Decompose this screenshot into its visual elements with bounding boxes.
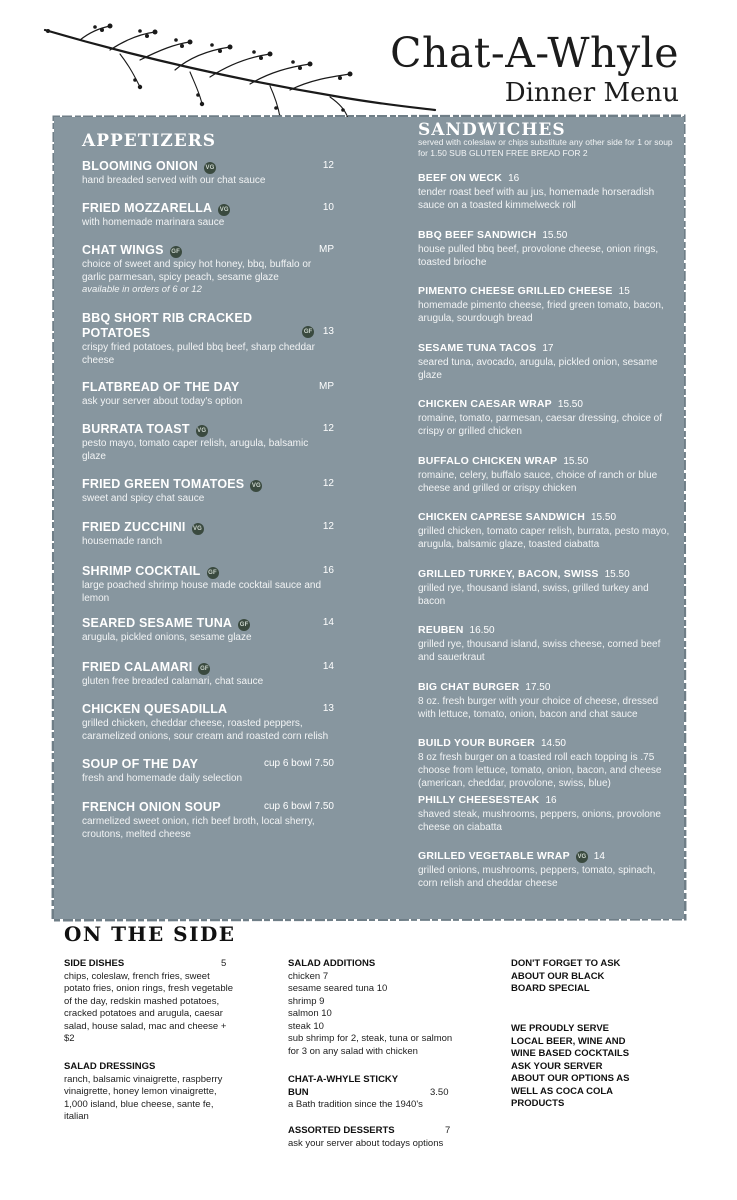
sandwich-item (418, 621, 674, 664)
sandwich-item (418, 226, 674, 269)
appetizer-item (82, 477, 334, 505)
item-description: tender roast beef with au jus, homemade horseradish sauce on a toasted kimmelweck roll (418, 187, 655, 211)
item-name: PHILLY CHEESESTEAK (418, 793, 540, 806)
item-description: hand breaded served with our chat sauce (82, 175, 266, 186)
item-note: available in orders of 6 or 12 (82, 284, 202, 295)
side-dishes-section (64, 958, 234, 1046)
vegetarian-badge: VG (192, 523, 204, 535)
gluten-free-badge: GF (238, 619, 250, 631)
item-name: GRILLED TURKEY, BACON, SWISS (418, 567, 599, 580)
sandwich-item (418, 395, 674, 438)
sandwich-item (418, 169, 674, 212)
desserts-text: ask your server about todays options (288, 1137, 444, 1149)
item-name: BBQ SHORT RIB CRACKED POTATOES (82, 311, 253, 340)
sticky-bun-text: a Bath tradition since the 1940's (288, 1099, 423, 1110)
appetizer-item (82, 243, 334, 296)
item-price: 15.50 (604, 568, 630, 580)
salad-additions-line: sesame seared tuna 10 (288, 983, 388, 994)
sandwich-item (418, 734, 674, 790)
item-description: grilled onions, mushrooms, peppers, tomato, spinach, corn relish and cheddar cheese (418, 865, 656, 889)
appetizers-heading: APPETIZERS (82, 131, 217, 151)
gluten-free-badge: GF (198, 663, 210, 675)
item-name: FRIED ZUCCHINI (82, 520, 186, 534)
desserts-price: 7 (445, 1125, 451, 1136)
item-name: FLATBREAD OF THE DAY (82, 380, 240, 394)
item-name: BURRATA TOAST (82, 422, 190, 436)
side-dishes-text: chips, coleslaw, french fries, sweet potato fries, onion rings, fresh vegetable of the day, redskin mashed potatoes, cracked potatoes and arugula, caesar salad, house salad, mac and cheese + $2 (64, 970, 233, 1044)
item-price: 13 (322, 326, 334, 337)
item-name: PIMENTO CHEESE GRILLED CHEESE (418, 285, 613, 297)
sandwich-item (418, 282, 674, 325)
item-name: GRILLED VEGETABLE WRAP (418, 850, 570, 862)
vegetarian-badge: VG (250, 480, 262, 492)
item-description: seared tuna, avocado, arugula, pickled onion, sesame glaze (418, 356, 658, 381)
item-price: 14.50 (540, 738, 566, 749)
item-description: romaine, celery, buffalo sauce, choice of ranch or blue cheese and grilled or crispy chicken (418, 469, 658, 494)
sandwich-item (418, 678, 674, 721)
salad-dressings-title: SALAD DRESSINGS (64, 1061, 156, 1072)
side-dishes-price: 5 (221, 958, 227, 969)
item-description: pesto mayo, tomato caper relish, arugula, balsamic glaze (82, 438, 309, 462)
item-price: 12 (322, 160, 334, 171)
sandwiches-subheading: served with coleslaw or chips substitute any other side for 1 or soup for 1.50 SUB GLUTEN FREE BREAD FOR 2 (418, 137, 673, 158)
item-name: SHRIMP COCKTAIL (82, 564, 201, 578)
item-name: FRIED CALAMARI (82, 660, 193, 674)
gluten-free-badge: GF (170, 246, 182, 258)
vegetarian-badge: VG (218, 204, 230, 216)
salad-additions-line: shrimp 9 (288, 995, 325, 1007)
item-description: 8 oz. fresh burger with your choice of cheese, dressed with lettuce, tomato, onion, bacon and chat sauce (418, 695, 659, 720)
item-description: choice of sweet and spicy hot honey, bbq, buffalo or garlic parmesan, spicy peach, sesame glaze (82, 259, 312, 283)
vegetarian-badge: VG (576, 851, 588, 863)
sandwich-item (418, 452, 674, 495)
on-the-side-heading: ON THE SIDE (64, 922, 236, 946)
restaurant-name: Chat-A-Whyle (390, 29, 679, 77)
gluten-free-badge: GF (302, 326, 314, 338)
item-name: CHAT WINGS (82, 243, 164, 257)
item-description: large poached shrimp house made cocktail sauce and lemon (82, 580, 322, 604)
item-description: arugula, pickled onions, sesame glaze (82, 632, 252, 643)
item-name: BLOOMING ONION (82, 159, 198, 173)
item-description: carmelized sweet onion, rich beef broth, local sherry, croutons, melted cheese (82, 816, 315, 840)
appetizer-item (82, 380, 334, 408)
item-price: 14 (593, 851, 605, 862)
side-dishes-title: SIDE DISHES (64, 958, 125, 969)
item-name: BUFFALO CHICKEN WRAP (418, 454, 558, 467)
item-price: 13 (322, 703, 334, 714)
item-price: 16 (508, 173, 520, 184)
item-price: 15.50 (542, 229, 568, 241)
item-description: homemade pimento cheese, fried green tomato, bacon, arugula, sourdough bread (418, 300, 664, 324)
item-description: 8 oz fresh burger on a toasted roll each topping is .75 choose from lettuce, tomato, onion, bacon, and cheese (american, cheddar, provolone, swiss, blue) (418, 752, 662, 789)
item-price: 12 (322, 521, 334, 532)
sandwich-item (418, 508, 674, 551)
salad-dressings-text: ranch, balsamic vinaigrette, raspberry vinaigrette, honey lemon vinaigrette, 1,000 island, blue cheese, sante fe, italian (64, 1073, 223, 1122)
item-price: MP (319, 381, 334, 392)
menu-panel (54, 117, 684, 919)
appetizer-item (82, 201, 334, 229)
salad-additions-line: steak 10 (288, 1020, 324, 1032)
item-description: grilled chicken, cheddar cheese, roasted peppers, caramelized onions, sour cream and roasted corn relish (82, 718, 329, 742)
appetizer-item (82, 311, 334, 367)
item-price: 10 (322, 202, 334, 213)
item-price: 12 (322, 423, 334, 434)
sandwich-item (418, 339, 674, 382)
item-description: shaved steak, mushrooms, peppers, onions, provolone cheese on ciabatta (418, 808, 661, 833)
appetizer-item (82, 564, 334, 605)
item-name: SOUP OF THE DAY (82, 757, 199, 771)
item-name: SEARED SESAME TUNA (82, 616, 233, 630)
item-name: SESAME TUNA TACOS (418, 341, 537, 354)
item-description: grilled rye, thousand island, swiss, grilled turkey and bacon (418, 582, 649, 607)
item-name: BUILD YOUR BURGER (418, 737, 535, 749)
item-description: ask your server about today's option (82, 396, 243, 407)
item-name: FRENCH ONION SOUP (82, 800, 221, 814)
item-description: sweet and spicy chat sauce (82, 493, 205, 504)
item-price: 17.50 (525, 681, 551, 693)
item-description: grilled chicken, tomato caper relish, burrata, pesto mayo, arugula, balsamic glaze, toasted ciabatta (418, 526, 670, 550)
item-name: BEEF ON WECK (418, 172, 503, 184)
item-price: 16 (545, 794, 557, 806)
salad-additions-line: chicken 7 (288, 970, 329, 982)
sandwiches-heading: SANDWICHES (418, 120, 566, 140)
item-name: BIG CHAT BURGER (418, 680, 520, 693)
item-price: 15 (618, 286, 630, 297)
salad-additions-section (288, 958, 458, 1058)
appetizer-item (82, 660, 334, 688)
appetizer-item (82, 616, 334, 644)
item-name: CHICKEN CAPRESE SANDWICH (418, 511, 585, 523)
salad-additions-title: SALAD ADDITIONS (288, 958, 376, 969)
item-price: 14 (322, 617, 334, 628)
item-description: romaine, tomato, parmesan, caesar dressing, choice of crispy or grilled chicken (418, 413, 663, 437)
salad-additions-line: sub shrimp for 2, steak, tuna or salmon for 3 on any salad with chicken (288, 1033, 453, 1057)
desserts-section (288, 1125, 453, 1150)
item-description: with homemade marinara sauce (82, 217, 225, 228)
item-price: 15.50 (557, 399, 583, 410)
desserts-title: ASSORTED DESSERTS (288, 1125, 395, 1136)
item-description: crispy fried potatoes, pulled bbq beef, sharp cheddar cheese (82, 342, 315, 366)
blackboard-special-note: DON'T FORGET TO ASK ABOUT OUR BLACK BOARD SPECIAL (511, 958, 621, 994)
salad-additions-line: salmon 10 (288, 1008, 332, 1019)
item-price: cup 6 bowl 7.50 (263, 758, 334, 769)
sticky-bun-section (288, 1074, 453, 1112)
branch-illustration (40, 22, 440, 122)
appetizer-item (82, 422, 334, 463)
item-description: house pulled bbq beef, provolone cheese, onion rings, toasted brioche (418, 243, 659, 268)
item-name: FRIED GREEN TOMATOES (82, 477, 245, 491)
sandwich-item (418, 847, 674, 890)
item-description: gluten free breaded calamari, chat sauce (82, 676, 264, 687)
appetizer-item (82, 520, 334, 548)
item-name: CHICKEN QUESADILLA (82, 702, 228, 716)
item-price: 14 (322, 661, 334, 672)
item-name: BBQ BEEF SANDWICH (418, 228, 537, 241)
item-price: MP (319, 244, 334, 255)
menu-name: Dinner Menu (504, 78, 679, 108)
item-price: cup 6 bowl 7.50 (263, 801, 334, 812)
item-description: fresh and homemade daily selection (82, 773, 243, 784)
gluten-free-badge: GF (207, 567, 219, 579)
item-description: housemade ranch (82, 536, 163, 547)
item-price: 17 (542, 342, 554, 354)
sandwich-item (418, 791, 674, 834)
appetizer-item (82, 800, 334, 841)
item-price: 16 (322, 565, 334, 576)
item-name: CHICKEN CAESAR WRAP (418, 398, 552, 410)
item-price: 12 (322, 478, 334, 489)
item-name: FRIED MOZZARELLA (82, 201, 213, 215)
item-price: 16.50 (469, 625, 495, 636)
appetizer-item (82, 757, 334, 785)
vegetarian-badge: VG (196, 425, 208, 437)
item-price: 15.50 (563, 455, 589, 467)
appetizer-item (82, 159, 334, 187)
beverages-note: WE PROUDLY SERVE LOCAL BEER, WINE AND WINE BASED COCKTAILS ASK YOUR SERVER ABOUT OUR OPTIONS AS WELL AS COCA COLA PRODUCTS (511, 1023, 630, 1109)
restaurant-title (390, 30, 679, 108)
sticky-bun-title: CHAT-A-WHYLE STICKY BUN (288, 1074, 398, 1098)
item-description: grilled rye, thousand island, swiss cheese, corned beef and sauerkraut (418, 639, 661, 663)
sandwich-item (418, 565, 674, 608)
sticky-bun-price: 3.50 (430, 1087, 449, 1098)
salad-dressings-section (64, 1061, 234, 1124)
appetizer-item (82, 702, 334, 743)
item-name: REUBEN (418, 624, 464, 636)
vegetarian-badge: VG (204, 162, 216, 174)
item-price: 15.50 (590, 512, 617, 523)
